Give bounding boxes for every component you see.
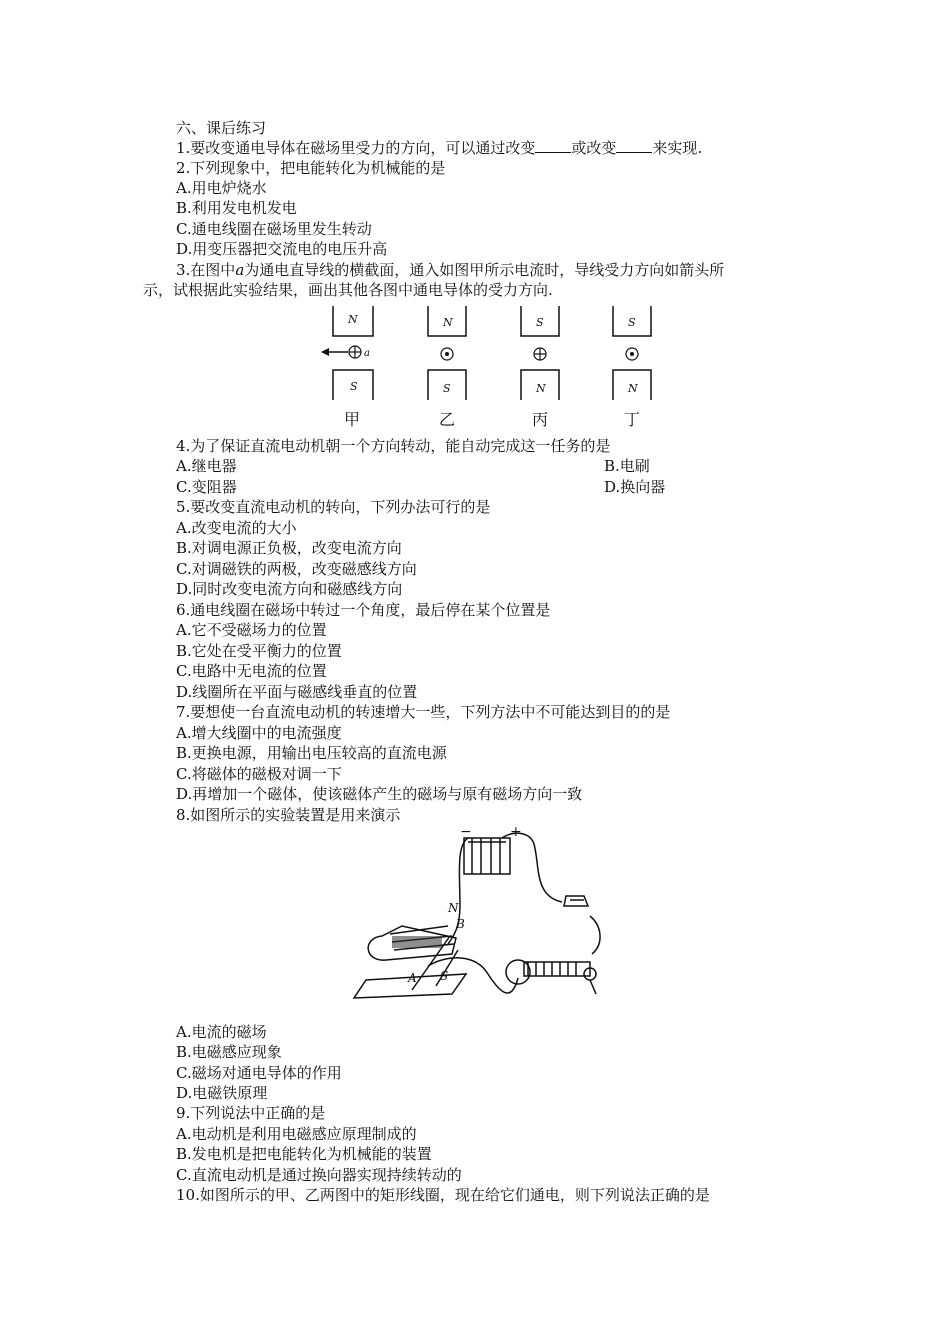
q1-blank-2[interactable] [616, 138, 652, 153]
q6-option-b: B.它处在受平衡力的位置 [176, 642, 342, 660]
q7-option-d: D.再增加一个磁体，使该磁体产生的磁场与原有磁场方向一致 [176, 785, 583, 803]
q4-option-b: B.电刷 [604, 457, 650, 475]
label-s: S [440, 969, 449, 983]
q10-stem: 10.如图所示的甲、乙两图中的矩形线圈，现在给它们通电，则下列说法正确的是 [176, 1186, 710, 1204]
label-n: N [448, 901, 459, 915]
yi-top-pole: N [443, 316, 453, 329]
magnet-figure-svg [315, 304, 675, 434]
q6-option-c: C.电路中无电流的位置 [176, 662, 327, 680]
q3-variable: a [235, 261, 245, 279]
q5-option-c: C.对调磁铁的两极，改变磁感线方向 [176, 560, 417, 578]
bing-bottom-pole: N [536, 382, 546, 395]
q1-text-1: 1.要改变通电导体在磁场里受力的方向，可以通过改变 [176, 139, 536, 157]
q4-option-a: A.继电器 [176, 457, 237, 475]
wire-right-top [502, 833, 562, 902]
bing-top-pole: S [536, 316, 544, 329]
conductor-a-label: a [364, 348, 370, 359]
q5-option-b: B.对调电源正负极，改变电流方向 [176, 539, 402, 557]
q9-stem: 9.下列说法中正确的是 [176, 1104, 326, 1122]
ding-top-pole: S [628, 316, 636, 329]
q4-option-c: C.变阻器 [176, 478, 237, 496]
label-b: B [456, 917, 465, 931]
q6-option-a: A.它不受磁场力的位置 [176, 621, 327, 639]
q5-option-d: D.同时改变电流方向和磁感线方向 [176, 580, 403, 598]
wire-switch-out [590, 916, 600, 954]
panel-label-jia: 甲 [344, 410, 361, 429]
panel-label-ding: 丁 [624, 410, 641, 429]
q5-option-a: A.改变电流的大小 [176, 519, 297, 537]
battery-box [464, 838, 510, 874]
switch-base [564, 896, 588, 906]
q8-option-a: A.电流的磁场 [176, 1023, 267, 1041]
q1-text-3: 来实现. [652, 139, 703, 157]
battery-plus-label: + [510, 826, 522, 840]
q4-stem: 4.为了保证直流电动机朝一个方向转动，能自动完成这一任务的是 [176, 437, 611, 455]
q2-option-b: B.利用发电机发电 [176, 199, 297, 217]
q9-option-b: B.发电机是把电能转化为机械能的装置 [176, 1145, 432, 1163]
jia-top-pole: N [348, 313, 358, 326]
q2-stem: 2.下列现象中，把电能转化为机械能的是 [176, 159, 446, 177]
apparatus-figure [352, 826, 612, 1010]
q4-option-d: D.换向器 [604, 478, 666, 496]
q5-stem: 5.要改变直流电动机的转向，下列办法可行的是 [176, 498, 491, 516]
apparatus-figure-svg [352, 826, 612, 1010]
yi-bottom-pole: S [443, 382, 451, 395]
question-1 [176, 138, 702, 158]
q8-option-b: B.电磁感应现象 [176, 1043, 282, 1061]
q2-option-d: D.用变压器把交流电的电压升高 [176, 240, 388, 258]
jia-bottom-pole: S [350, 380, 358, 393]
q1-text-2: 或改变 [571, 139, 617, 157]
force-arrow-head [321, 348, 329, 356]
rheostat-body [524, 962, 590, 976]
q8-stem: 8.如图所示的实验装置是用来演示 [176, 806, 401, 824]
q2-option-c: C.通电线圈在磁场里发生转动 [176, 220, 372, 238]
panel-label-bing: 丙 [532, 410, 549, 429]
q6-stem: 6.通电线圈在磁场中转过一个角度，最后停在某个位置是 [176, 601, 551, 619]
battery-minus-label: − [460, 826, 472, 840]
q2-option-a: A.用电炉烧水 [176, 179, 267, 197]
label-a: A [408, 971, 417, 985]
q9-option-a: A.电动机是利用电磁感应原理制成的 [176, 1125, 417, 1143]
ding-bottom-pole: N [628, 382, 638, 395]
q1-blank-1[interactable] [535, 138, 571, 153]
q3-text-pre: 3.在图中 [176, 261, 236, 279]
q6-option-d: D.线圈所在平面与磁感线垂直的位置 [176, 683, 418, 701]
q7-option-c: C.将磁体的磁极对调一下 [176, 765, 342, 783]
q8-option-d: D.电磁铁原理 [176, 1084, 268, 1102]
magnet-figure [315, 304, 675, 434]
q3-stem-line1 [176, 260, 724, 280]
q9-option-c: C.直流电动机是通过换向器实现持续转动的 [176, 1166, 462, 1184]
section-title: 六、课后练习 [176, 119, 267, 137]
q3-text-post: 为通电直导线的横截面，通入如图甲所示电流时，导线受力方向如箭头所 [244, 261, 725, 279]
q7-stem: 7.要想使一台直流电动机的转速增大一些，下列方法中不可能达到目的的是 [176, 703, 671, 721]
q7-option-b: B.更换电源，用输出电压较高的直流电源 [176, 744, 447, 762]
q3-stem-line2: 示，试根据此实验结果，画出其他各图中通电导体的受力方向. [143, 281, 553, 299]
panel-label-yi: 乙 [439, 410, 456, 429]
q7-option-a: A.增大线圈中的电流强度 [176, 724, 342, 742]
q8-option-c: C.磁场对通电导体的作用 [176, 1064, 342, 1082]
